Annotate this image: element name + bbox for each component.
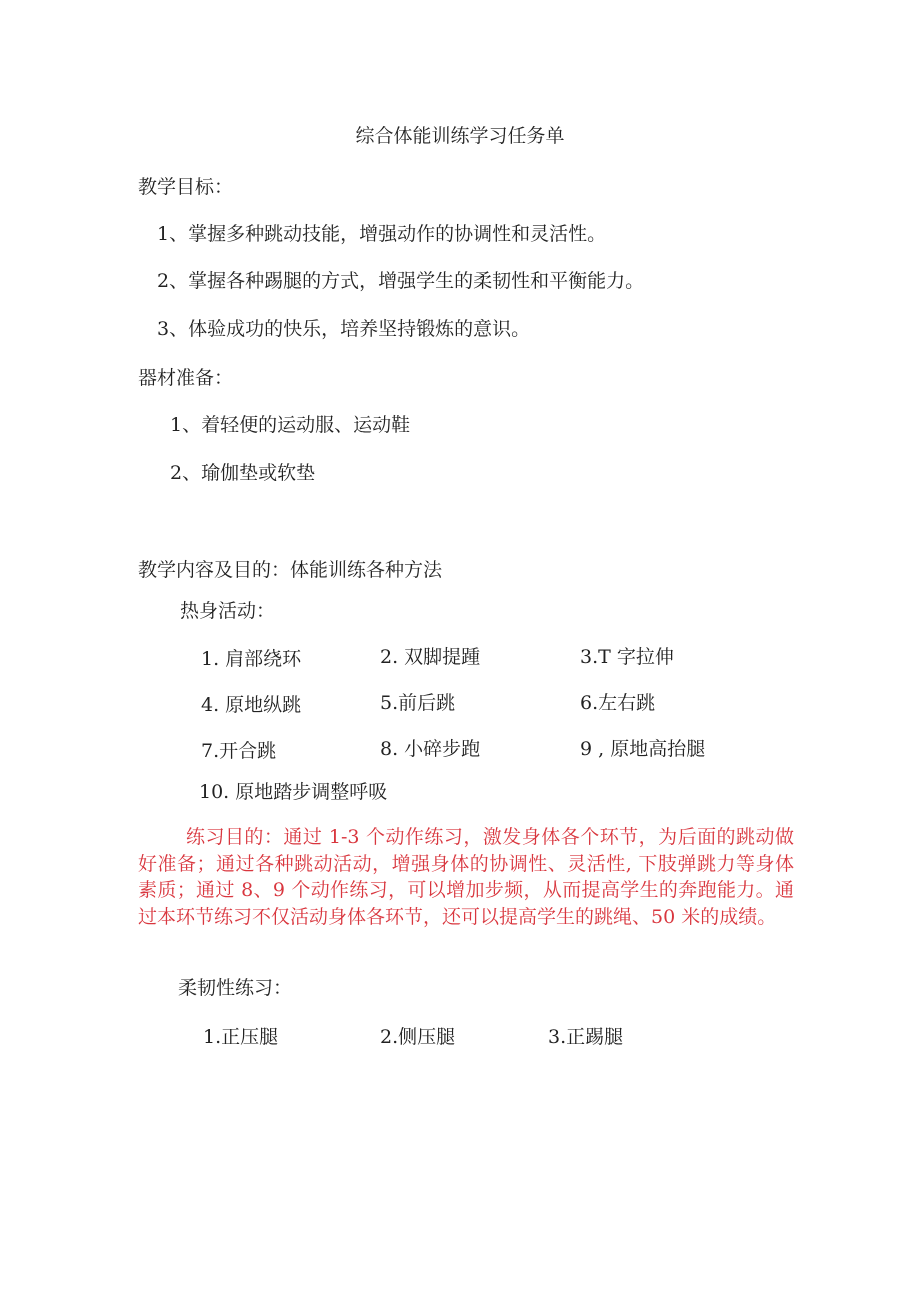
warmup-item: 4. 原地纵跳	[201, 694, 302, 716]
equipment-item: 1、着轻便的运动服、运动鞋	[170, 414, 411, 436]
equipment-heading: 器材准备：	[138, 367, 234, 389]
warmup-item: 5.前后跳	[380, 692, 456, 714]
objective-item: 3、体验成功的快乐，培养坚持锻炼的意识。	[157, 318, 531, 340]
warmup-item: 8. 小碎步跑	[380, 738, 481, 760]
warmup-item: 7.开合跳	[201, 740, 277, 762]
warmup-item: 3.T 字拉伸	[580, 646, 674, 668]
objective-item: 2、掌握各种踢腿的方式，增强学生的柔韧性和平衡能力。	[157, 270, 645, 292]
content-heading: 教学内容及目的：体能训练各种方法	[138, 559, 443, 581]
flexibility-item: 2.侧压腿	[380, 1026, 456, 1048]
practice-purpose-paragraph: 练习目的：通过 1-3 个动作练习，激发身体各个环节，为后面的跳动做好准备；通过各种跳动活动，增强身体的协调性、灵活性, 下肢弹跳力等身体素质；通过 8、9 个动作练习，可以增加步频，从而提高学生的奔跑能力。通过本环节练习不仅活动身体各环节，还可以提高学生的跳绳、50 米的成绩。	[138, 826, 794, 928]
page-title: 综合体能训练学习任务单	[355, 125, 565, 147]
objectives-heading: 教学目标：	[138, 176, 234, 198]
warmup-item: 6.左右跳	[580, 692, 656, 714]
warmup-item: 9 , 原地高抬腿	[580, 738, 706, 760]
objective-item: 1、掌握多种跳动技能，增强动作的协调性和灵活性。	[157, 223, 607, 245]
flexibility-item: 1.正压腿	[203, 1026, 279, 1048]
warmup-heading: 热身活动：	[180, 600, 276, 622]
flexibility-item: 3.正踢腿	[548, 1026, 624, 1048]
flexibility-heading: 柔韧性练习：	[178, 977, 293, 999]
warmup-item: 1. 肩部绕环	[201, 648, 302, 670]
warmup-item: 2. 双脚提踵	[380, 646, 481, 668]
equipment-item: 2、瑜伽垫或软垫	[170, 462, 316, 484]
warmup-item: 10. 原地踏步调整呼吸	[199, 781, 388, 803]
